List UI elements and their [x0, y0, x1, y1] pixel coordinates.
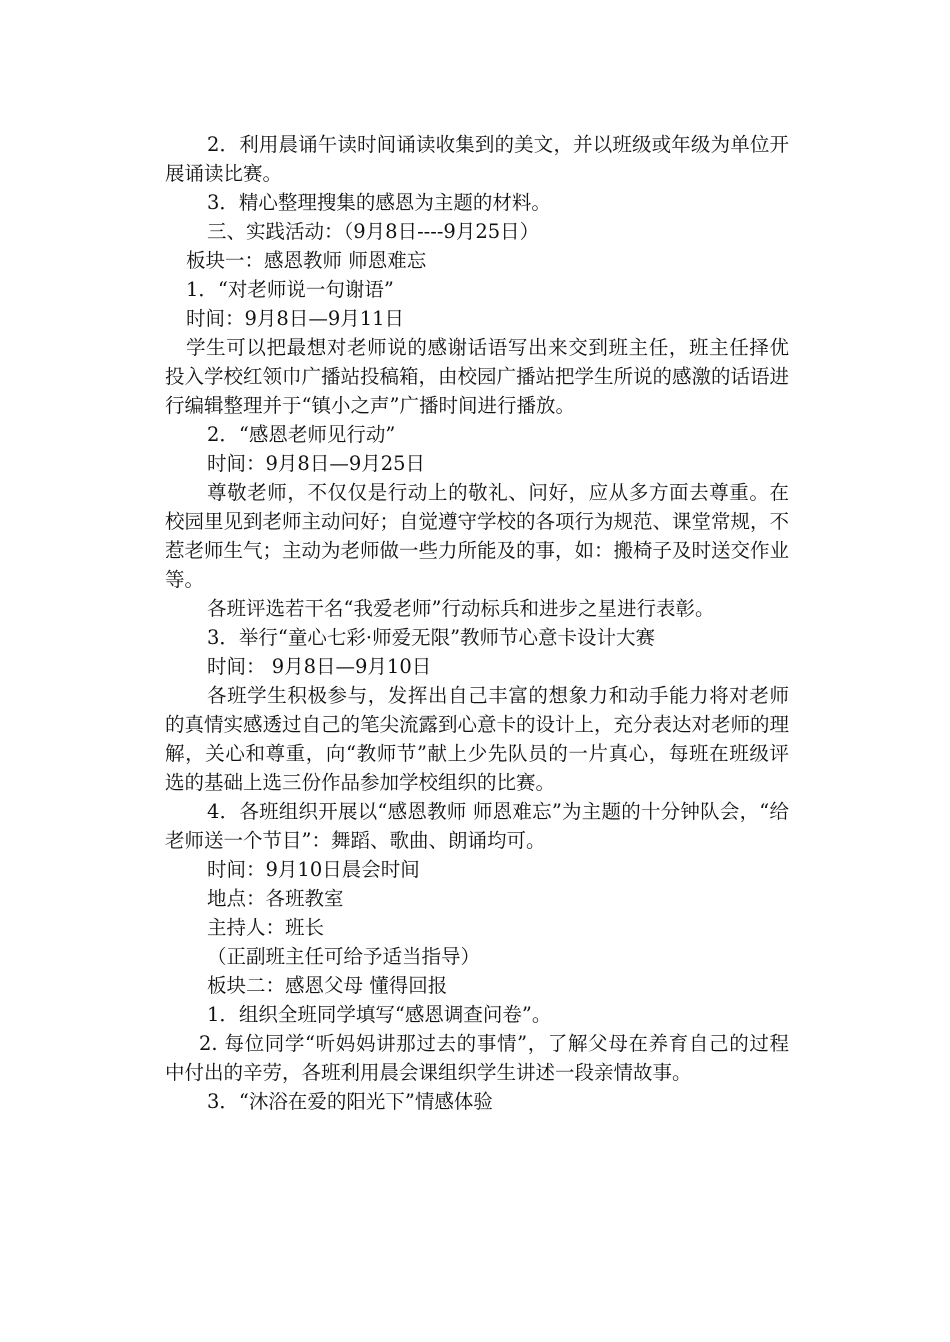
activity-heading: 2．“感恩老师见行动” — [207, 423, 396, 446]
activity-heading: 1．组织全班同学填写“感恩调查问卷”。 — [207, 1003, 552, 1026]
activity-heading: 4．各班组织开展以“感恩教师 师恩难忘”为主题的十分钟队会，“给老师送一个节目”：舞蹈、歌曲、朗诵均可。 — [165, 800, 789, 852]
activity-heading: 3．“沐浴在爱的阳光下”情感体验 — [207, 1090, 493, 1113]
paragraph: 学生可以把最想对老师说的感谢话语写出来交到班主任，班主任择优投入学校红领巾广播站投稿箱，由校园广播站把学生所说的感激的话语进行编辑整理并于“镇小之声”广播时间进行播放。 — [165, 336, 790, 417]
activity-time: 时间： 9月8日—9月10日 — [207, 655, 432, 678]
paragraph: 2．利用晨诵午读时间诵读收集到的美文，并以班级或年级为单位开展诵读比赛。 — [165, 133, 789, 185]
activity-location: 地点：各班教室 — [207, 887, 344, 910]
activity-heading: 3．举行“童心七彩·师爱无限”教师节心意卡设计大赛 — [207, 626, 656, 649]
activity-host: 主持人：班长 — [207, 916, 325, 939]
block-heading: 板块二：感恩父母 懂得回报 — [207, 974, 448, 997]
activity-time: 时间：9月8日—9月25日 — [207, 452, 426, 475]
paragraph: 各班评选若干名“我爱老师”行动标兵和进步之星进行表彰。 — [207, 597, 715, 620]
activity-note: （正副班主任可给予适当指导） — [207, 945, 481, 968]
paragraph: 尊敬老师，不仅仅是行动上的敬礼、问好，应从多方面去尊重。在校园里见到老师主动问好；自觉遵守学校的各项行为规范、课堂常规，不惹老师生气；主动为老师做一些力所能及的事，如：搬椅子及时送交作业等。 — [165, 481, 790, 591]
paragraph: 各班学生积极参与，发挥出自己丰富的想象力和动手能力将对老师的真情实感透过自己的笔尖流露到心意卡的设计上，充分表达对老师的理解，关心和尊重，向“教师节”献上少先队员的一片真心，每班在班级评选的基础上选三份作品参加学校组织的比赛。 — [165, 684, 790, 794]
document-body — [165, 130, 789, 1116]
paragraph: 2. 每位同学“听妈妈讲那过去的事情”，了解父母在养育自己的过程中付出的辛劳，各班利用晨会课组织学生讲述一段亲情故事。 — [165, 1032, 789, 1084]
section-heading: 三、实践活动：（9月8日----9月25日） — [207, 220, 540, 243]
activity-time: 时间：9月10日晨会时间 — [207, 858, 420, 881]
activity-heading: 1．“对老师说一句谢语” — [186, 278, 394, 301]
block-heading: 板块一：感恩教师 师恩难忘 — [186, 249, 427, 272]
activity-time: 时间：9月8日—9月11日 — [186, 307, 405, 330]
paragraph: 3．精心整理搜集的感恩为主题的材料。 — [207, 191, 551, 214]
